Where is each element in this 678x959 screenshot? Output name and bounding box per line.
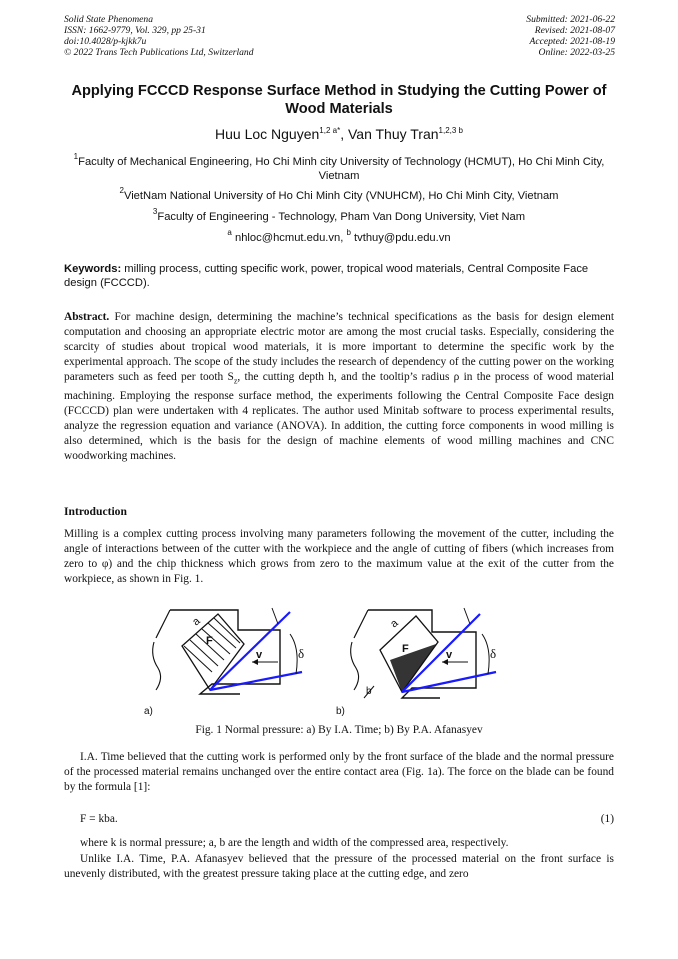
introduction-heading: Introduction bbox=[64, 505, 127, 518]
body-paragraph-4: Unlike I.A. Time, P.A. Afanasyev believed that the pressure of the processed material on the front surface is unevenly distributed, with the greatest pressure taking place at the cutting edge, and zero bbox=[64, 853, 614, 881]
angle-arc-b bbox=[482, 634, 489, 674]
blade-flank-a bbox=[210, 672, 302, 690]
abstract bbox=[64, 310, 614, 464]
journal-name: Solid State Phenomena bbox=[64, 14, 153, 25]
affiliation-1-text: Faculty of Mechanical Engineering, Ho Chi Minh city University of Technology (HCMUT), Ho Chi Minh City, Vietnam bbox=[78, 156, 605, 182]
tooltip-marker-b bbox=[464, 608, 470, 624]
author-1-affil: 1,2 a* bbox=[319, 126, 341, 135]
journal-issn: ISSN: 1662-9779, Vol. 329, pp 25-31 bbox=[64, 25, 206, 36]
equation-1-text: F = kba. bbox=[80, 813, 118, 825]
panel-b bbox=[351, 608, 496, 698]
author-separator: , bbox=[340, 126, 348, 142]
journal-doi: doi:10.4028/p-kjkk7u bbox=[64, 36, 147, 47]
author-list bbox=[64, 122, 614, 143]
body-paragraph-2: I.A. Time believed that the cutting work is performed only by the front surface of the blade and the normal pressure of the processed material remains unchanged over the entire contact area (Fig. 1a). The force on the blade can be found by the formula [1]: bbox=[64, 751, 614, 794]
affiliation-1 bbox=[64, 150, 614, 183]
wood-grain-a bbox=[153, 642, 161, 690]
label-b-length: a bbox=[388, 617, 401, 631]
revised-date: Revised: 2021-08-07 bbox=[534, 25, 615, 36]
affiliation-2-sup: 2 bbox=[119, 186, 124, 195]
wood-cut-edge-b bbox=[354, 610, 368, 638]
label-force-a: F bbox=[206, 635, 213, 647]
affiliation-3-sup: 3 bbox=[152, 207, 158, 216]
label-width-b: b bbox=[366, 686, 372, 697]
affiliation-1-sup: 1 bbox=[73, 152, 79, 161]
equation-1-number: (1) bbox=[600, 813, 614, 825]
journal-info bbox=[64, 14, 254, 58]
email-b: tvthuy@pdu.edu.vn bbox=[350, 232, 451, 244]
accepted-date: Accepted: 2021-08-19 bbox=[529, 36, 615, 47]
online-date: Online: 2022-03-25 bbox=[538, 47, 615, 58]
label-a-length: a bbox=[190, 615, 203, 629]
paper-title: Applying FCCCD Response Surface Method in Studying the Cutting Power of Wood Materials bbox=[71, 83, 607, 117]
figure-1 bbox=[140, 602, 540, 718]
affiliation-3-text: Faculty of Engineering - Technology, Pham Van Dong University, Viet Nam bbox=[157, 211, 526, 223]
panel-a bbox=[153, 608, 305, 694]
email-b-sup: b bbox=[346, 228, 351, 237]
author-1: Huu Loc Nguyen bbox=[215, 126, 320, 142]
label-velocity-b: v bbox=[446, 649, 453, 661]
angle-arc-a bbox=[290, 634, 297, 674]
email-a: nhloc@hcmut.edu.vn, bbox=[231, 232, 347, 244]
chip-pressure-a bbox=[182, 614, 244, 690]
submission-dates bbox=[526, 14, 615, 58]
author-2-affil: 1,2,3 b bbox=[438, 126, 463, 135]
affiliation-2-text: VietNam National University of Ho Chi Minh City (VNUHCM), Ho Chi Minh City, Vietnam bbox=[123, 190, 559, 202]
equation-1 bbox=[80, 813, 614, 825]
label-delta-b: δ bbox=[490, 646, 497, 661]
label-velocity-a: v bbox=[256, 649, 263, 661]
blade-flank-b bbox=[402, 672, 496, 692]
introduction-paragraph: Milling is a complex cutting process involving many parameters following the movement of the cutter, including the angle of interactions between of the cutter with the workpiece and the angle of cutting of fibers (which increases from zero to φ) and the chip thickness which grows from zero to the maximum value at the exit of the cutter from the workpiece, as shown in Fig. 1. bbox=[64, 528, 614, 586]
label-panel-a: a) bbox=[144, 706, 153, 717]
keywords-label: Keywords: bbox=[64, 263, 122, 275]
figure-1-caption: Fig. 1 Normal pressure: a) By I.A. Time; b) By P.A. Afanasyev bbox=[195, 724, 483, 736]
email-a-sup: a bbox=[227, 228, 232, 237]
label-force-b: F bbox=[402, 643, 409, 655]
wood-cut-edge-a bbox=[156, 610, 170, 638]
pressure-wedge-b bbox=[390, 644, 436, 692]
label-delta-a: δ bbox=[298, 646, 305, 661]
keywords bbox=[64, 262, 614, 290]
journal-copyright: © 2022 Trans Tech Publications Ltd, Switzerland bbox=[64, 47, 254, 58]
keywords-text: milling process, cutting specific work, power, tropical wood materials, Central Composite Face design (FCCCD). bbox=[64, 263, 589, 289]
abstract-label: Abstract. bbox=[64, 311, 110, 323]
submitted-date: Submitted: 2021-06-22 bbox=[526, 14, 615, 25]
author-emails bbox=[64, 226, 614, 245]
abstract-text-1: For machine design, determining the machine’s technical specifications as the basis for design element computation and choosing an appropriate electric motor are among the most crucial tasks. Especially, considering the scarcity of studies about tropical wood materials, it is more important to determine the specific work by the experimental approach. The scope of the study includes the research of dependency of the cutting power on the working parameters such as feed per tooth S bbox=[64, 311, 614, 384]
abstract-text-2: , the cutting depth h, and the tooltip’s radius ρ in the process of wood material machining. Employing the response surface method, the experiments following the Central Composite Face design (FCCCD) plan were undertaken with 4 replicates. The author used Minitab software to process experimental results, analyze the regression equation and variance (ANOVA). In addition, the cutting force components in wood milling is also determined, which is the basis for the design of machine elements of wood milling machines and CNC woodworking machines. bbox=[64, 371, 615, 463]
abstract-subscript: z bbox=[233, 376, 238, 386]
label-panel-b: b) bbox=[336, 706, 345, 717]
body-paragraph-3: where k is normal pressure; a, b are the length and width of the compressed area, respectively. bbox=[80, 837, 509, 849]
author-2: Van Thuy Tran bbox=[347, 126, 439, 142]
tooltip-marker-a bbox=[272, 608, 278, 624]
affiliation-3 bbox=[64, 205, 614, 224]
affiliation-2 bbox=[64, 184, 614, 203]
wood-grain-b bbox=[351, 642, 359, 690]
